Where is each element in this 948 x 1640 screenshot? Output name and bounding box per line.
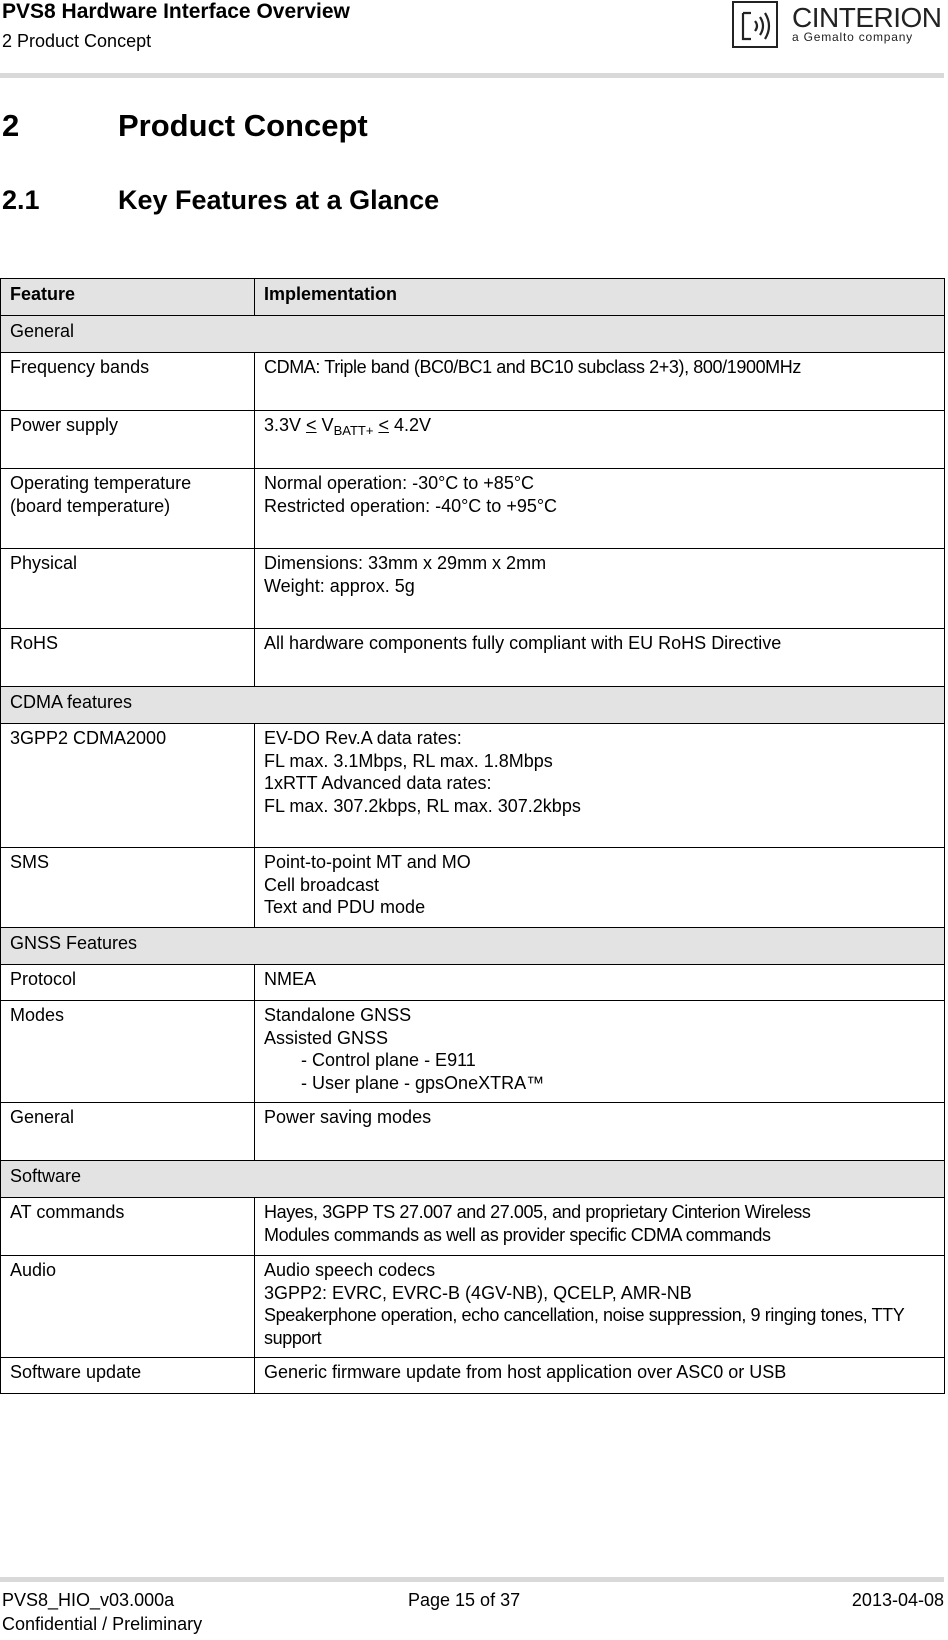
footer-page-number: Page 15 of 37 bbox=[408, 1590, 521, 1610]
table-header-row bbox=[1, 279, 945, 316]
footer-confidentiality: Confidential / Preliminary bbox=[2, 1614, 203, 1634]
running-section-title: 2 Product Concept bbox=[2, 31, 152, 51]
implementation-cell: Standalone GNSS Assisted GNSS - Control plane - E911 - User plane - gpsOneXTRA™ bbox=[255, 1001, 945, 1103]
section-title: Key Features at a Glance bbox=[118, 185, 440, 215]
table-row bbox=[1, 629, 945, 687]
header-divider bbox=[0, 73, 944, 78]
chapter-number: 2 bbox=[2, 108, 20, 143]
section-row-cdma bbox=[1, 687, 945, 724]
implementation-cell: Audio speech codecs 3GPP2: EVRC, EVRC-B (4GV-NB), QCELP, AMR-NB Speakerphone operation, echo cancellation, noise suppression, 9 ringing tones, TTY support bbox=[255, 1256, 945, 1358]
footer-doc-id: PVS8_HIO_v03.000a bbox=[2, 1590, 175, 1610]
feature-cell: Frequency bands bbox=[1, 353, 255, 411]
implementation-cell: Hayes, 3GPP TS 27.007 and 27.005, and proprietary Cinterion Wireless Modules commands as well as provider specific CDMA commands bbox=[255, 1198, 945, 1256]
table-row bbox=[1, 411, 945, 469]
table-row bbox=[1, 965, 945, 1001]
implementation-cell: Generic firmware update from host application over ASC0 or USB bbox=[255, 1358, 945, 1394]
logo-wordmark: CINTERION bbox=[792, 2, 942, 33]
implementation-cell: Power saving modes bbox=[255, 1103, 945, 1161]
table-row bbox=[1, 469, 945, 549]
table-row bbox=[1, 549, 945, 629]
implementation-cell: NMEA bbox=[255, 965, 945, 1001]
table-row bbox=[1, 724, 945, 848]
feature-cell: 3GPP2 CDMA2000 bbox=[1, 724, 255, 848]
chapter-title: Product Concept bbox=[118, 108, 368, 143]
feature-cell: Software update bbox=[1, 1358, 255, 1394]
table-row bbox=[1, 1001, 945, 1103]
feature-cell: Protocol bbox=[1, 965, 255, 1001]
column-header-implementation: Implementation bbox=[255, 279, 945, 316]
feature-cell: Modes bbox=[1, 1001, 255, 1103]
footer-date: 2013-04-08 bbox=[851, 1590, 944, 1610]
feature-cell: Physical bbox=[1, 549, 255, 629]
implementation-cell: EV-DO Rev.A data rates: FL max. 3.1Mbps, RL max. 1.8Mbps 1xRTT Advanced data rates: FL max. 307.2kbps, RL max. 307.2kbps bbox=[255, 724, 945, 848]
section-number: 2.1 bbox=[2, 185, 40, 215]
table-row bbox=[1, 1198, 945, 1256]
table-row bbox=[1, 353, 945, 411]
logo-tagline: a Gemalto company bbox=[792, 30, 913, 44]
section-row-software bbox=[1, 1161, 945, 1198]
table-row bbox=[1, 1103, 945, 1161]
section-label: Software bbox=[1, 1161, 945, 1198]
document-title: PVS8 Hardware Interface Overview bbox=[2, 0, 350, 23]
feature-cell: SMS bbox=[1, 848, 255, 928]
table-row bbox=[1, 1358, 945, 1394]
feature-cell: General bbox=[1, 1103, 255, 1161]
implementation-cell: Point-to-point MT and MO Cell broadcast Text and PDU mode bbox=[255, 848, 945, 928]
feature-cell: RoHS bbox=[1, 629, 255, 687]
cinterion-logo bbox=[730, 0, 940, 52]
table-row bbox=[1, 848, 945, 928]
implementation-cell: $3.3V < V_{BATT+} < 4.2V$ bbox=[255, 411, 945, 469]
feature-cell: AT commands bbox=[1, 1198, 255, 1256]
feature-cell: Operating temperature (board temperature) bbox=[1, 469, 255, 549]
implementation-cell: Dimensions: 33mm x 29mm x 2mm Weight: approx. 5g bbox=[255, 549, 945, 629]
signal-logo-icon bbox=[732, 1, 778, 48]
implementation-cell: Normal operation: -30°C to +85°C Restricted operation: -40°C to +95°C bbox=[255, 469, 945, 549]
section-label: General bbox=[1, 316, 945, 353]
implementation-cell: CDMA: Triple band (BC0/BC1 and BC10 subclass 2+3), 800/1900MHz bbox=[255, 353, 945, 411]
section-label: GNSS Features bbox=[1, 928, 945, 965]
feature-cell: Power supply bbox=[1, 411, 255, 469]
section-row-general bbox=[1, 316, 945, 353]
feature-cell: Audio bbox=[1, 1256, 255, 1358]
footer-divider bbox=[0, 1577, 944, 1582]
table-row bbox=[1, 1256, 945, 1358]
key-features-table bbox=[0, 278, 945, 1394]
column-header-feature: Feature bbox=[1, 279, 255, 316]
section-row-gnss bbox=[1, 928, 945, 965]
implementation-cell: All hardware components fully compliant with EU RoHS Directive bbox=[255, 629, 945, 687]
section-label: CDMA features bbox=[1, 687, 945, 724]
